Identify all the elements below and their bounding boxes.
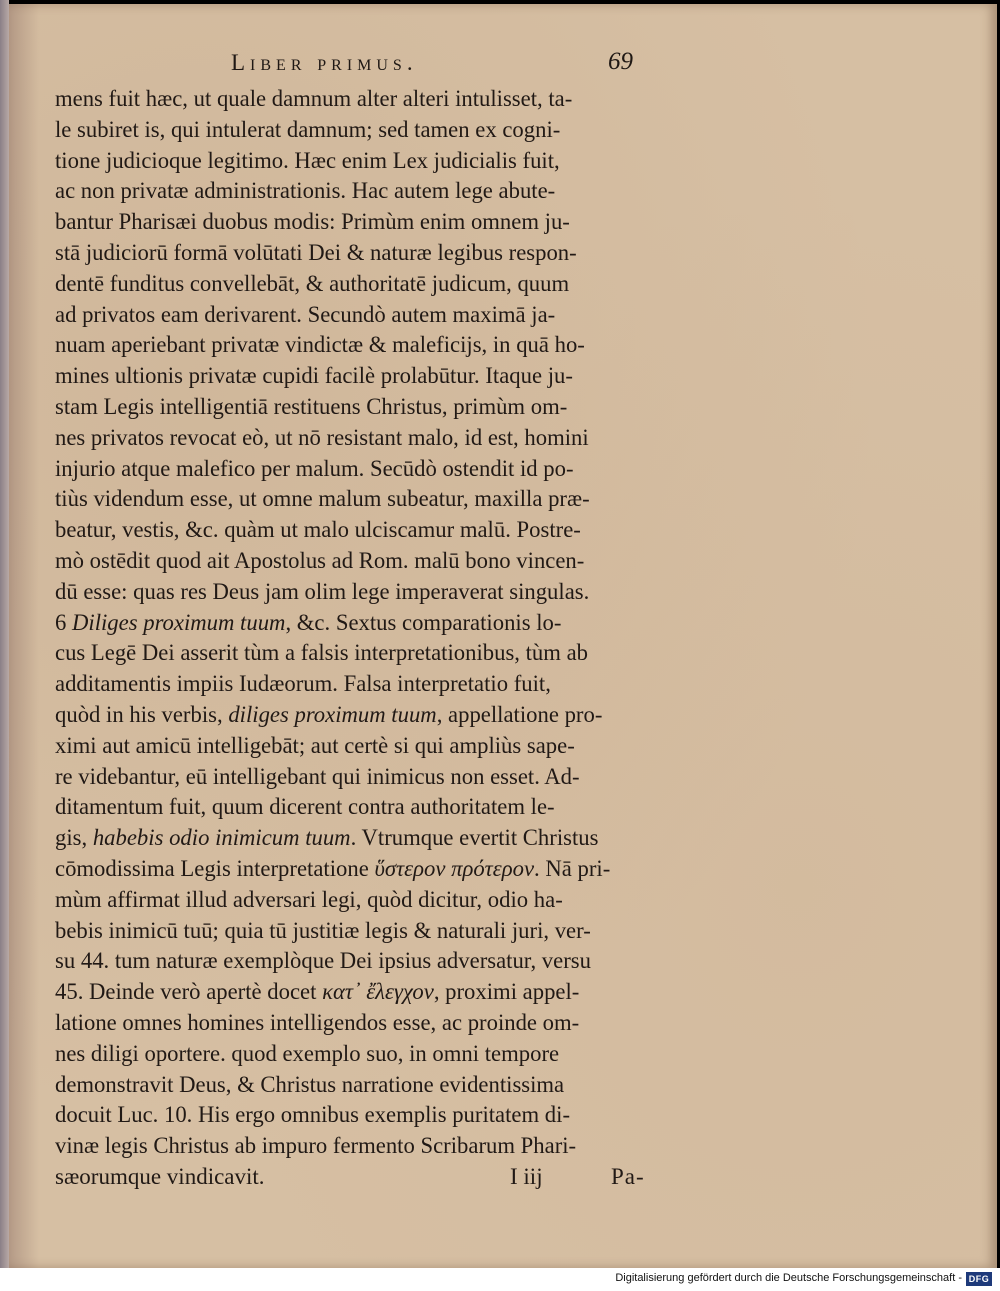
text-line: mùm affirmat illud adversari legi, quòd dicitur, odio ha-: [55, 886, 563, 912]
text-line: dū esse: quas res Deus jam olim lege imperaverat singulas.: [55, 578, 590, 604]
body-text: [55, 84, 655, 1193]
text-line: dentē funditus convellebāt, & authoritatē judicum, quum: [55, 270, 570, 296]
italic-segment: κατ᾽ ἔλεγχον: [322, 979, 434, 1005]
text-line: demonstravit Deus, & Christus narratione evidentissima: [55, 1071, 565, 1097]
dfg-logo-icon: DFG: [966, 1272, 992, 1286]
text-line: ad privatos eam derivarent. Secundò autem maximā ja-: [55, 301, 556, 327]
digitization-credit: Digitalisierung gefördert durch die Deutsche Forschungsgemeinschaft -: [615, 1272, 962, 1284]
catchword: Pa-: [611, 1163, 645, 1189]
italic-segment: habebis odio inimicum tuum: [92, 825, 351, 851]
text-line: additamentis impiis Iudæorum. Falsa interpretatio fuit,: [55, 671, 551, 697]
text-line: vinæ legis Christus ab impuro fermento Scribarum Phari-: [55, 1133, 577, 1159]
text-line: sæorumque vindicavit.: [55, 1163, 265, 1189]
running-head: [231, 50, 651, 84]
text-line: stam Legis intelligentiā restituens Christus, primùm om-: [55, 393, 568, 419]
book-page: [9, 4, 997, 1268]
text-line: [55, 608, 655, 639]
signature-mark: I iij: [510, 1163, 543, 1189]
text-line: [55, 700, 655, 731]
footer-bar: [0, 1268, 1000, 1291]
final-line: [55, 1162, 655, 1193]
text-segment: , appellatione pro-: [436, 701, 603, 727]
italic-segment: Diliges proximum tuum: [72, 609, 286, 635]
text-line: nes privatos revocat eò, ut nō resistant malo, id est, homini: [55, 424, 589, 450]
text-line: beatur, vestis, &c. quàm ut malo ulciscamur malū. Postre-: [55, 517, 581, 543]
text-line: nes diligi oportere. quod exemplo suo, in omni tempore: [55, 1040, 560, 1066]
text-line: mens fuit hæc, ut quale damnum alter alteri intulisset, ta-: [55, 86, 573, 111]
text-line: mines ultionis privatæ cupidi facilè prolabūtur. Itaque ju-: [55, 363, 573, 389]
text-line: nuam aperiebant privatæ vindictæ & maleficijs, in quā ho-: [55, 332, 585, 358]
text-line: docuit Luc. 10. His ergo omnibus exemplis puritatem di-: [55, 1102, 571, 1128]
page-gutter-shadow: [9, 4, 39, 1268]
italic-segment: ὕστερον πρότερον: [374, 855, 535, 881]
text-segment: . Nā pri-: [534, 855, 611, 881]
text-segment: 45. Deinde verò apertè docet: [55, 979, 323, 1005]
text-line: ac non privatæ administrationis. Hac autem lege abute-: [55, 178, 556, 204]
text-line: tione judicioque legitimo. Hæc enim Lex judicialis fuit,: [55, 147, 560, 173]
text-line: [55, 823, 655, 854]
text-segment: gis,: [55, 825, 93, 851]
text-segment: cōmodissima Legis interpretatione: [55, 855, 375, 881]
text-line: bebis inimicū tuū; quia tū justitiæ legis & naturali juri, ver-: [55, 917, 591, 943]
text-segment: quòd in his verbis,: [55, 701, 229, 727]
text-segment: , proximi appel-: [433, 979, 580, 1005]
text-line: cus Legē Dei asserit tùm a falsis interpretationibus, tùm ab: [55, 640, 589, 666]
text-line: ditamentum fuit, quum dicerent contra authoritatem le-: [55, 794, 555, 820]
text-line: [55, 977, 655, 1008]
text-segment: , &c. Sextus comparationis lo-: [285, 609, 562, 635]
text-line: le subiret is, qui intulerat damnum; sed tamen ex cogni-: [55, 116, 561, 142]
italic-segment: diliges proximum tuum: [228, 701, 437, 727]
text-segment: 6: [55, 609, 73, 635]
page-number: 69: [608, 48, 633, 75]
text-line: re videbantur, eū intelligebant qui inimicus non esset. Ad-: [55, 763, 580, 789]
text-line: injurio atque malefico per malum. Secūdò ostendit id po-: [55, 455, 574, 481]
text-line: latione omnes homines intelligendos esse, ac proinde om-: [55, 1009, 580, 1035]
text-line: [55, 854, 655, 885]
text-line: tiùs videndum esse, ut omne malum subeatur, maxilla præ-: [55, 486, 590, 512]
text-line: stā judiciorū formā volūtati Dei & naturæ legibus respon-: [55, 239, 577, 265]
running-title: Liber primus.: [231, 50, 418, 75]
text-line: ximi aut amicū intelligebāt; aut certè si qui ampliùs sape-: [55, 732, 575, 758]
text-segment: . Vtrumque evertit Christus: [350, 825, 599, 851]
text-line: su 44. tum naturæ exemplòque Dei ipsius adversatur, versu: [55, 948, 591, 974]
text-line: mò ostēdit quod ait Apostolus ad Rom. malū bono vincen-: [55, 547, 585, 573]
text-line: bantur Pharisæi duobus modis: Primùm enim omnem ju-: [55, 209, 570, 235]
page-edge: [0, 0, 9, 1268]
